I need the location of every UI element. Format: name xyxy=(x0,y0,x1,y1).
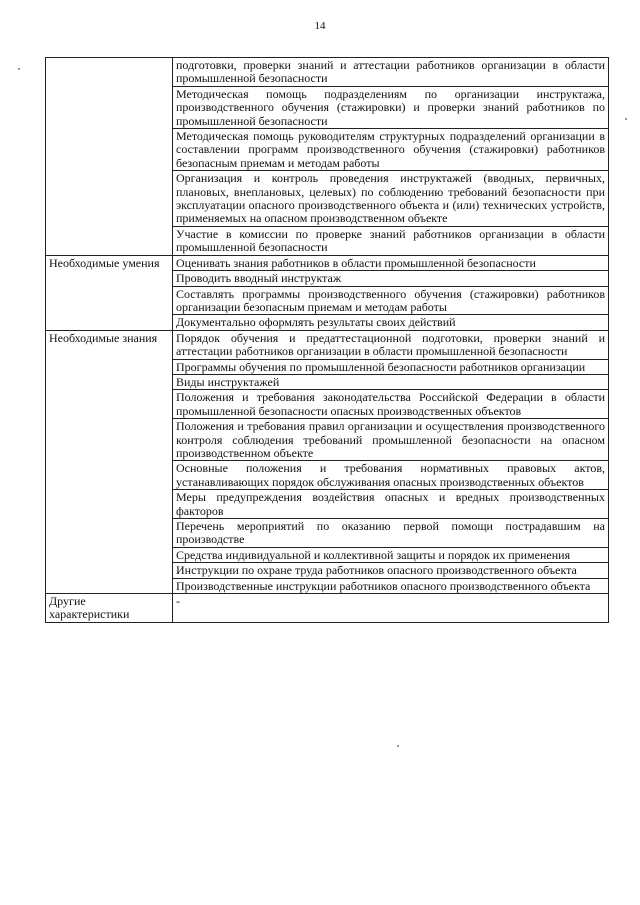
section-label xyxy=(46,58,173,256)
table-row xyxy=(46,58,609,87)
section-label: Другие характеристики xyxy=(46,594,173,623)
table-row xyxy=(46,330,609,359)
table-row xyxy=(46,594,609,623)
requirements-table xyxy=(45,57,609,623)
scan-speck xyxy=(625,118,627,120)
table-cell: подготовки, проверки знаний и аттестации работников организации в области промышленной безопасности xyxy=(173,58,609,87)
scan-speck xyxy=(18,68,20,70)
table-cell: - xyxy=(173,594,609,623)
table-cell: Порядок обучения и предаттестационной подготовки, проверки знаний и аттестации работников организации в области промышленной безопасности xyxy=(173,330,609,359)
table-cell: Составлять программы производственного обучения (стажировки) работников организации безопасным приемам и методам работы xyxy=(173,286,609,315)
table-cell: Методическая помощь подразделениям по организации инструктажа, производственного обучения (стажировки) и проверки знаний работников по промышленной безопасности xyxy=(173,86,609,128)
table-cell: Оценивать знания работников в области промышленной безопасности xyxy=(173,255,609,270)
scan-speck xyxy=(397,745,399,747)
table-cell: Организация и контроль проведения инструктажей (вводных, первичных, плановых, внеплановых, целевых) по соблюдению требований безопасности при эксплуатации опасного производственного объекта и (или) технических устройств, применяемых на опасном производственном объекте xyxy=(173,171,609,227)
table-cell: Виды инструктажей xyxy=(173,374,609,389)
table-cell: Программы обучения по промышленной безопасности работников организации xyxy=(173,359,609,374)
table-cell: Документально оформлять результаты своих действий xyxy=(173,315,609,330)
table-cell: Меры предупреждения воздействия опасных и вредных производственных факторов xyxy=(173,490,609,519)
table-cell: Основные положения и требования нормативных правовых актов, устанавливающих порядок обслуживания опасных производственных объектов xyxy=(173,461,609,490)
table-cell: Средства индивидуальной и коллективной защиты и порядок их применения xyxy=(173,547,609,562)
table-cell: Положения и требования законодательства Российской Федерации в области промышленной безопасности опасных производственных объектов xyxy=(173,390,609,419)
table-cell: Участие в комиссии по проверке знаний работников организации в области промышленной безопасности xyxy=(173,226,609,255)
table-cell: Инструкции по охране труда работников опасного производственного объекта xyxy=(173,563,609,578)
table-cell: Методическая помощь руководителям структурных подразделений организации в составлении программ производственного обучения (стажировки) работников безопасным приемам и методам работы xyxy=(173,129,609,171)
section-label: Необходимые умения xyxy=(46,255,173,330)
table-cell: Проводить вводный инструктаж xyxy=(173,271,609,286)
section-label: Необходимые знания xyxy=(46,330,173,593)
table-cell: Производственные инструкции работников опасного производственного объекта xyxy=(173,578,609,593)
table-row xyxy=(46,255,609,270)
requirements-table-body xyxy=(46,58,609,623)
page-number: 14 xyxy=(314,20,326,32)
table-cell: Перечень мероприятий по оказанию первой помощи пострадавшим на производстве xyxy=(173,519,609,548)
table-cell: Положения и требования правил организации и осуществления производственного контроля соблюдения требований промышленной безопасности на опасном производственном объекте xyxy=(173,419,609,461)
